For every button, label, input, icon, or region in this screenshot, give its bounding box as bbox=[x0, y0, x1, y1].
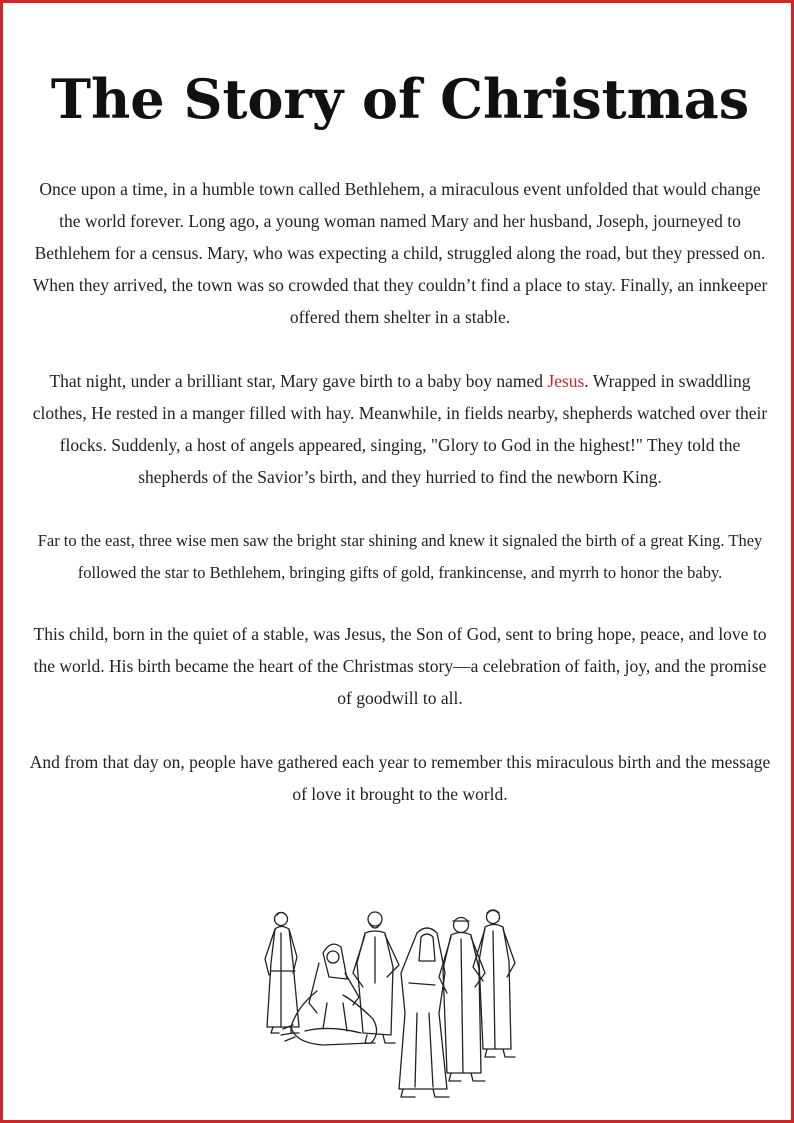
figure-man-center bbox=[353, 912, 399, 1043]
highlighted-word-jesus: Jesus bbox=[547, 371, 585, 391]
paragraph-1: Once upon a time, in a humble town called Bethlehem, a miraculous event unfolded that would change the world forever. Long ago, a young woman named Mary and her husband, Joseph, journeyed to Bethlehem for a census. Mary, who was expecting a child, struggled along the road, but they pressed on. When they arrived, the town was so crowded that they couldn’t find a place to stay. Finally, an innkeeper offered them shelter in a stable. bbox=[32, 179, 768, 327]
paragraph-2 bbox=[29, 365, 771, 493]
paragraph-3: Far to the east, three wise men saw the bright star shining and knew it signaled the birth of a great King. They followed the star to Bethlehem, bringing gifts of gold, frankincense, and myrrh to honor the baby. bbox=[37, 531, 763, 582]
paragraph-5: And from that day on, people have gathered each year to remember this miraculous birth and the message of love it brought to the world. bbox=[29, 752, 771, 804]
page-title: The Story of Christmas bbox=[50, 67, 750, 131]
figure-veiled-back bbox=[399, 928, 449, 1097]
nativity-figures-icon bbox=[257, 903, 529, 1103]
nativity-illustration bbox=[257, 903, 529, 1103]
story-body bbox=[29, 173, 771, 810]
paragraph-4: This child, born in the quiet of a stable, was Jesus, the Son of God, sent to bring hope, peace, and love to the world. His birth became the heart of the Christmas story—a celebration of faith, joy, and the promise of goodwill to all. bbox=[33, 624, 767, 708]
figure-standing-left bbox=[265, 913, 299, 1034]
paragraph-2-end: . Wrapped in swaddling clothes, He rested in a manger filled with hay. Meanwhile, in fields nearby, shepherds watched over their flocks. Suddenly, a host of angels appeared, singing, "Glory to God in the highest!" They told the shepherds of the Savior’s birth, and they hurried to find the newborn King. bbox=[32, 371, 768, 487]
paragraph-2-start: That night, under a brilliant star, Mary gave birth to a baby boy named bbox=[49, 371, 548, 391]
figure-man-headband bbox=[439, 918, 485, 1082]
